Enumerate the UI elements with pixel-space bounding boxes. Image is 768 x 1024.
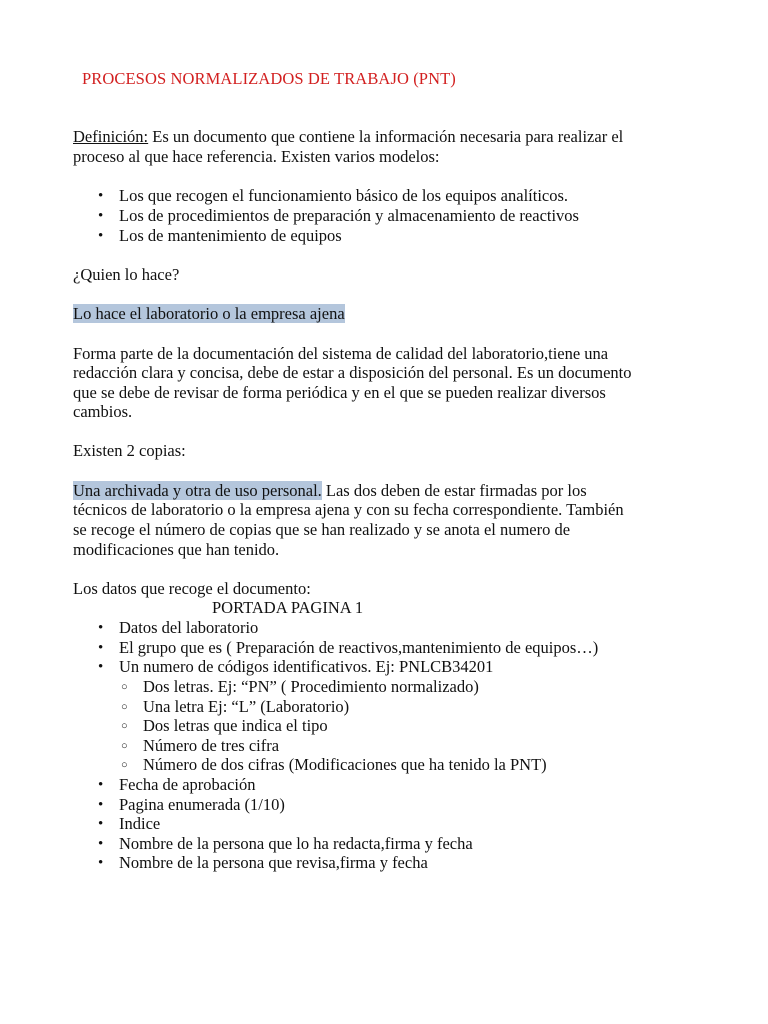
- cover-heading: PORTADA PAGINA 1: [212, 598, 364, 617]
- data-item: El grupo que es ( Preparación de reactivos,mantenimiento de equipos…): [119, 638, 599, 657]
- definition-line-1: [73, 127, 623, 147]
- bullet-icon: •: [98, 855, 104, 871]
- bullet-icon: •: [98, 640, 104, 656]
- code-subitem: Dos letras. Ej: “PN” ( Procedimiento normalizado): [143, 677, 479, 696]
- circle-bullet-icon: ○: [121, 740, 128, 752]
- data-item: Datos del laboratorio: [119, 618, 259, 637]
- bullet-icon: •: [98, 228, 104, 244]
- who-question: ¿Quien lo hace?: [73, 265, 180, 284]
- bullet-icon: •: [98, 777, 104, 793]
- code-subitem: Dos letras que indica el tipo: [143, 716, 328, 735]
- document-title: PROCESOS NORMALIZADOS DE TRABAJO (PNT): [82, 69, 456, 88]
- data-item: Un numero de códigos identificativos. Ej: PNLCB34201: [119, 657, 494, 676]
- highlighted-text: Una archivada y otra de uso personal.: [73, 481, 322, 500]
- definition-label: Definición:: [73, 127, 149, 146]
- bullet-icon: •: [98, 816, 104, 832]
- circle-bullet-icon: ○: [121, 681, 128, 693]
- data-item: Nombre de la persona que lo ha redacta,firma y fecha: [119, 834, 473, 853]
- definition-text: Es un documento que contiene la información necesaria para realizar el: [148, 127, 624, 146]
- bullet-icon: •: [98, 797, 104, 813]
- data-item: Indice: [119, 814, 161, 833]
- paragraph-line: redacción clara y concisa, debe de estar a disposición del personal. Es un documento: [73, 363, 632, 382]
- code-subitem: Número de dos cifras (Modificaciones que ha tenido la PNT): [143, 755, 547, 774]
- circle-bullet-icon: ○: [121, 701, 128, 713]
- circle-bullet-icon: ○: [121, 720, 128, 732]
- code-subitem: Número de tres cifra: [143, 736, 280, 755]
- data-item: Fecha de aprobación: [119, 775, 256, 794]
- circle-bullet-icon: ○: [121, 759, 128, 771]
- copies-line-1: [73, 481, 587, 501]
- model-item: Los de mantenimiento de equipos: [119, 226, 342, 245]
- paragraph-line: que se debe de revisar de forma periódica y en el que se pueden realizar diversos: [73, 383, 606, 402]
- copies-line-2: técnicos de laboratorio o la empresa ajena y con su fecha correspondiente. También: [73, 500, 624, 519]
- bullet-icon: •: [98, 836, 104, 852]
- data-item: Pagina enumerada (1/10): [119, 795, 285, 814]
- bullet-icon: •: [98, 659, 104, 675]
- highlighted-text: Lo hace el laboratorio o la empresa ajena: [73, 304, 345, 323]
- bullet-icon: •: [98, 620, 104, 636]
- data-item: Nombre de la persona que revisa,firma y fecha: [119, 853, 428, 872]
- model-item: Los de procedimientos de preparación y almacenamiento de reactivos: [119, 206, 579, 225]
- code-subitem: Una letra Ej: “L” (Laboratorio): [143, 697, 350, 716]
- copies-line-3: se recoge el número de copias que se han realizado y se anota el numero de: [73, 520, 571, 539]
- paragraph-line: Forma parte de la documentación del sistema de calidad del laboratorio,tiene una: [73, 344, 609, 363]
- bullet-icon: •: [98, 208, 104, 224]
- paragraph-line: cambios.: [73, 402, 133, 421]
- definition-line-2: proceso al que hace referencia. Existen varios modelos:: [73, 147, 440, 166]
- model-item: Los que recogen el funcionamiento básico de los equipos analíticos.: [119, 186, 569, 205]
- copies-heading: Existen 2 copias:: [73, 441, 186, 460]
- data-heading: Los datos que recoge el documento:: [73, 579, 311, 598]
- copies-text: Las dos deben de estar firmadas por los: [321, 481, 587, 500]
- bullet-icon: •: [98, 188, 104, 204]
- copies-line-4: modificaciones que han tenido.: [73, 540, 280, 559]
- who-answer: [73, 304, 345, 324]
